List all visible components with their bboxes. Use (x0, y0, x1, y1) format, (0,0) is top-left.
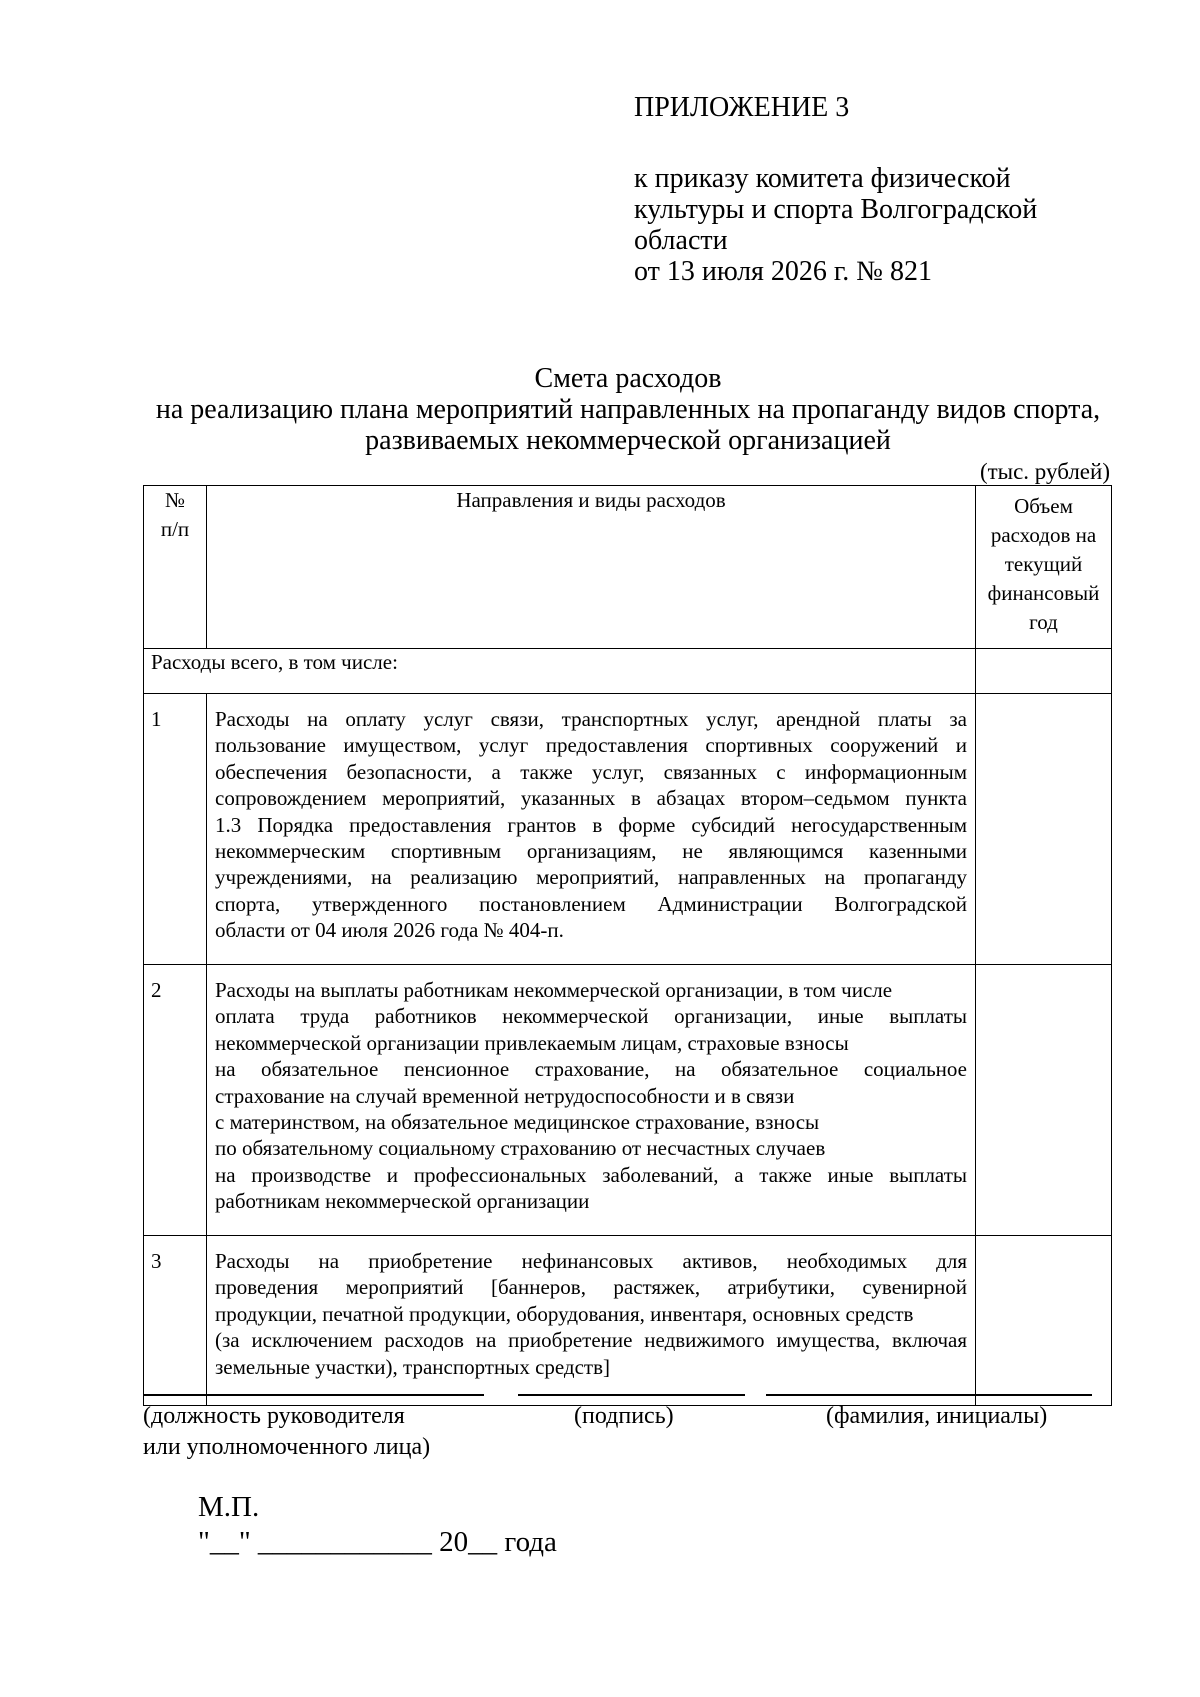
row-volume-cell (976, 1236, 1112, 1406)
desc-line: спорта, утвержденного постановлением Администрации Волгоградской (215, 891, 967, 916)
position-caption (143, 1401, 430, 1463)
header-volume-cell (976, 486, 1112, 649)
date-line: "__" ____________ 20__ года (198, 1526, 557, 1558)
desc-line: продукции, печатной продукции, оборудования, инвентаря, основных средств (215, 1301, 914, 1326)
title-line: Смета расходов (534, 363, 722, 394)
desc-line: сопровождением мероприятий, указанных в абзацах втором–седьмом пункта (215, 786, 967, 811)
desc-line: 1.3 Порядка предоставления грантов в форме субсидий негосударственным (215, 812, 967, 837)
desc-line: некоммерческой организации привлекаемым лицам, страховые взносы (215, 1030, 849, 1055)
header-num-cell (144, 486, 207, 649)
total-row (144, 649, 1112, 694)
header-volume-line: год (1029, 610, 1058, 634)
order-line: к приказу комитета физической (634, 163, 1011, 194)
desc-line: области от 04 июля 2026 года № 404-п. (215, 918, 564, 943)
row-description (207, 965, 976, 1236)
desc-line: пользование имуществом, услуг предоставления спортивных сооружений и (215, 733, 967, 758)
total-value-cell (976, 649, 1112, 694)
desc-line: земельные участки), транспортных средств] (215, 1354, 611, 1379)
desc-line: Расходы на приобретение нефинансовых активов, необходимых для (215, 1249, 967, 1273)
header-desc-cell: Направления и виды расходов (207, 486, 976, 649)
row-volume-cell (976, 694, 1112, 965)
name-caption: (фамилия, инициалы) (826, 1403, 1048, 1429)
desc-line: страхование на случай временной нетрудоспособности и в связи (215, 1083, 795, 1108)
row-description (207, 694, 976, 965)
appendix-label: ПРИЛОЖЕНИЕ 3 (634, 92, 850, 123)
header-volume-line: текущий (1004, 552, 1083, 576)
header-volume-line: расходов на (990, 523, 1097, 547)
table-header-row (144, 486, 1112, 649)
header-volume-line: финансовый (987, 581, 1100, 605)
row-description (207, 1236, 976, 1406)
position-caption-line: (должность руководителя (143, 1403, 405, 1429)
title-line: на реализацию плана мероприятий направленных на пропаганду видов спорта, (155, 394, 1101, 425)
header-num-symbol: № (164, 488, 186, 512)
total-label: Расходы всего, в том числе: (144, 649, 976, 694)
desc-line: по обязательному социальному страхованию от несчастных случаев (215, 1136, 826, 1161)
row-number: 1 (144, 694, 207, 965)
header-volume-line: Объем (1014, 494, 1073, 518)
row-number: 2 (144, 965, 207, 1236)
order-line: от 13 июля 2026 г. № 821 (634, 256, 932, 287)
position-signature-line (143, 1394, 484, 1396)
signature-caption: (подпись) (574, 1403, 674, 1429)
desc-line: работникам некоммерческой организации (215, 1189, 590, 1214)
order-line: культуры и спорта Волгоградской (634, 194, 1038, 225)
desc-line: проведения мероприятий [баннеров, растяжек, атрибутики, сувенирной (215, 1275, 967, 1300)
signature-line (518, 1394, 745, 1396)
table-row (144, 1236, 1112, 1406)
desc-line: Расходы на оплату услуг связи, транспортных услуг, арендной платы за (215, 707, 967, 731)
name-signature-line (766, 1394, 1092, 1396)
row-number: 3 (144, 1236, 207, 1406)
desc-line: с материнством, на обязательное медицинское страхование, взносы (215, 1110, 820, 1135)
title-line: развиваемых некоммерческой организацией (365, 425, 891, 456)
header-num-abbr: п/п (160, 517, 190, 541)
desc-line: учреждениями, на реализацию мероприятий, направленных на пропаганду (215, 865, 967, 890)
desc-line: (за исключением расходов на приобретение недвижимого имущества, включая (215, 1328, 967, 1353)
desc-line: Расходы на выплаты работникам некоммерческой организации, в том числе (215, 978, 893, 1002)
stamp-placeholder: М.П. (198, 1491, 260, 1523)
desc-line: некоммерческим спортивным организациям, не являющимся казенными (215, 839, 967, 864)
order-line: области (634, 225, 728, 256)
desc-line: оплата труда работников некоммерческой организации, иные выплаты (215, 1004, 967, 1029)
desc-line: на обязательное пенсионное страхование, на обязательное социальное (215, 1057, 967, 1082)
row-volume-cell (976, 965, 1112, 1236)
table-row (144, 965, 1112, 1236)
budget-table (143, 485, 1112, 1406)
order-reference (634, 163, 1037, 287)
desc-line: на производстве и профессиональных заболеваний, а также иные выплаты (215, 1162, 967, 1187)
position-caption-line: или уполномоченного лица) (143, 1434, 431, 1460)
table-row (144, 694, 1112, 965)
desc-line: обеспечения безопасности, а также услуг, связанных с информационным (215, 759, 967, 784)
units-note: (тыс. рублей) (979, 459, 1110, 484)
document-title (143, 363, 1113, 456)
